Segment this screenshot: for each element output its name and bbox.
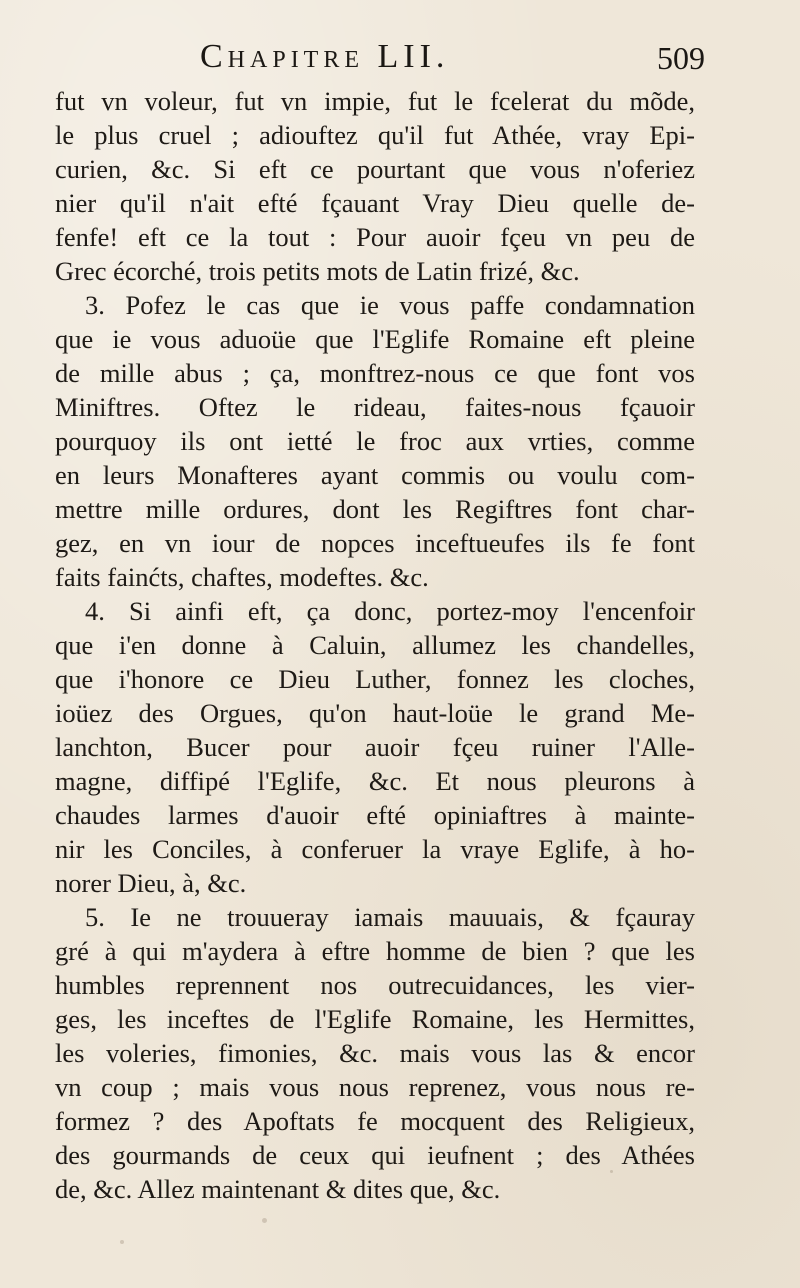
text-line: Miniftres. Oftez le rideau, faites-nous fçauoir [55,392,695,422]
text-line: humbles reprennent nos outrecuidances, les vier- [55,970,695,1000]
text-line: de, &c. Allez maintenant & dites que, &c. [55,1174,501,1204]
text-line: que ie vous aduoüe que l'Eglife Romaine eft pleine [55,324,695,354]
text-line: les voleries, fimonies, &c. mais vous las & encor [55,1038,695,1068]
text-line: magne, diffipé l'Eglife, &c. Et nous pleurons à [55,766,695,796]
text-line: vn coup ; mais vous nous reprenez, vous nous re- [55,1072,695,1102]
text-line: lanchton, Bucer pour auoir fçeu ruiner l'Alle- [55,732,695,762]
text-line: curien, &c. Si eft ce pourtant que vous n'oferiez [55,154,695,184]
text-line: que i'honore ce Dieu Luther, fonnez les cloches, [55,664,695,694]
paragraph-4-start: 4. Si ainfi eft, ça donc, portez-moy l'encenfoir [85,596,695,626]
text-line: en leurs Monafteres ayant commis ou voulu com- [55,460,695,490]
page-number: 509 [657,40,705,76]
text-line: le plus cruel ; adiouftez qu'il fut Athée, vray Epi- [55,120,695,150]
text-line: fut vn voleur, fut vn impie, fut le fcelerat du mõde, [55,86,695,116]
page-header [0,36,800,84]
running-title: Chapitre LII. [200,38,450,75]
text-line: mettre mille ordures, dont les Regiftres font char- [55,494,695,524]
text-line: ges, les inceftes de l'Eglife Romaine, les Hermittes, [55,1004,695,1034]
paper-speck [120,1240,124,1244]
paragraph-5-start: 5. Ie ne trouueray iamais mauuais, & fçauray [85,902,695,932]
text-line: norer Dieu, à, &c. [55,868,247,898]
text-line: Grec écorché, trois petits mots de Latin frizé, &c. [55,256,580,286]
text-line: faits fainćts, chaftes, modeftes. &c. [55,562,429,592]
text-line: ioüez des Orgues, qu'on haut-loüe le grand Me- [55,698,695,728]
text-line: nier qu'il n'ait efté fçauant Vray Dieu quelle de- [55,188,695,218]
text-line: pourquoy ils ont ietté le froc aux vrties, comme [55,426,695,456]
text-line: chaudes larmes d'auoir efté opiniaftres à mainte- [55,800,695,830]
text-line: fenfe! eft ce la tout : Pour auoir fçeu vn peu de [55,222,695,252]
paper-speck [610,1170,613,1173]
text-line: gez, en vn iour de nopces inceftueufes ils fe font [55,528,695,558]
text-line: de mille abus ; ça, monftrez-nous ce que font vos [55,358,695,388]
text-line: que i'en donne à Caluin, allumez les chandelles, [55,630,695,660]
text-line: nir les Conciles, à conferuer la vraye Eglife, à ho- [55,834,695,864]
paper-speck [262,1218,267,1223]
text-line: gré à qui m'aydera à eftre homme de bien ? que les [55,936,695,966]
text-line: des gourmands de ceux qui ieufnent ; des Athées [55,1140,695,1170]
text-line: formez ? des Apoftats fe mocquent des Religieux, [55,1106,695,1136]
paragraph-3-start: 3. Pofez le cas que ie vous paffe condamnation [85,290,695,320]
